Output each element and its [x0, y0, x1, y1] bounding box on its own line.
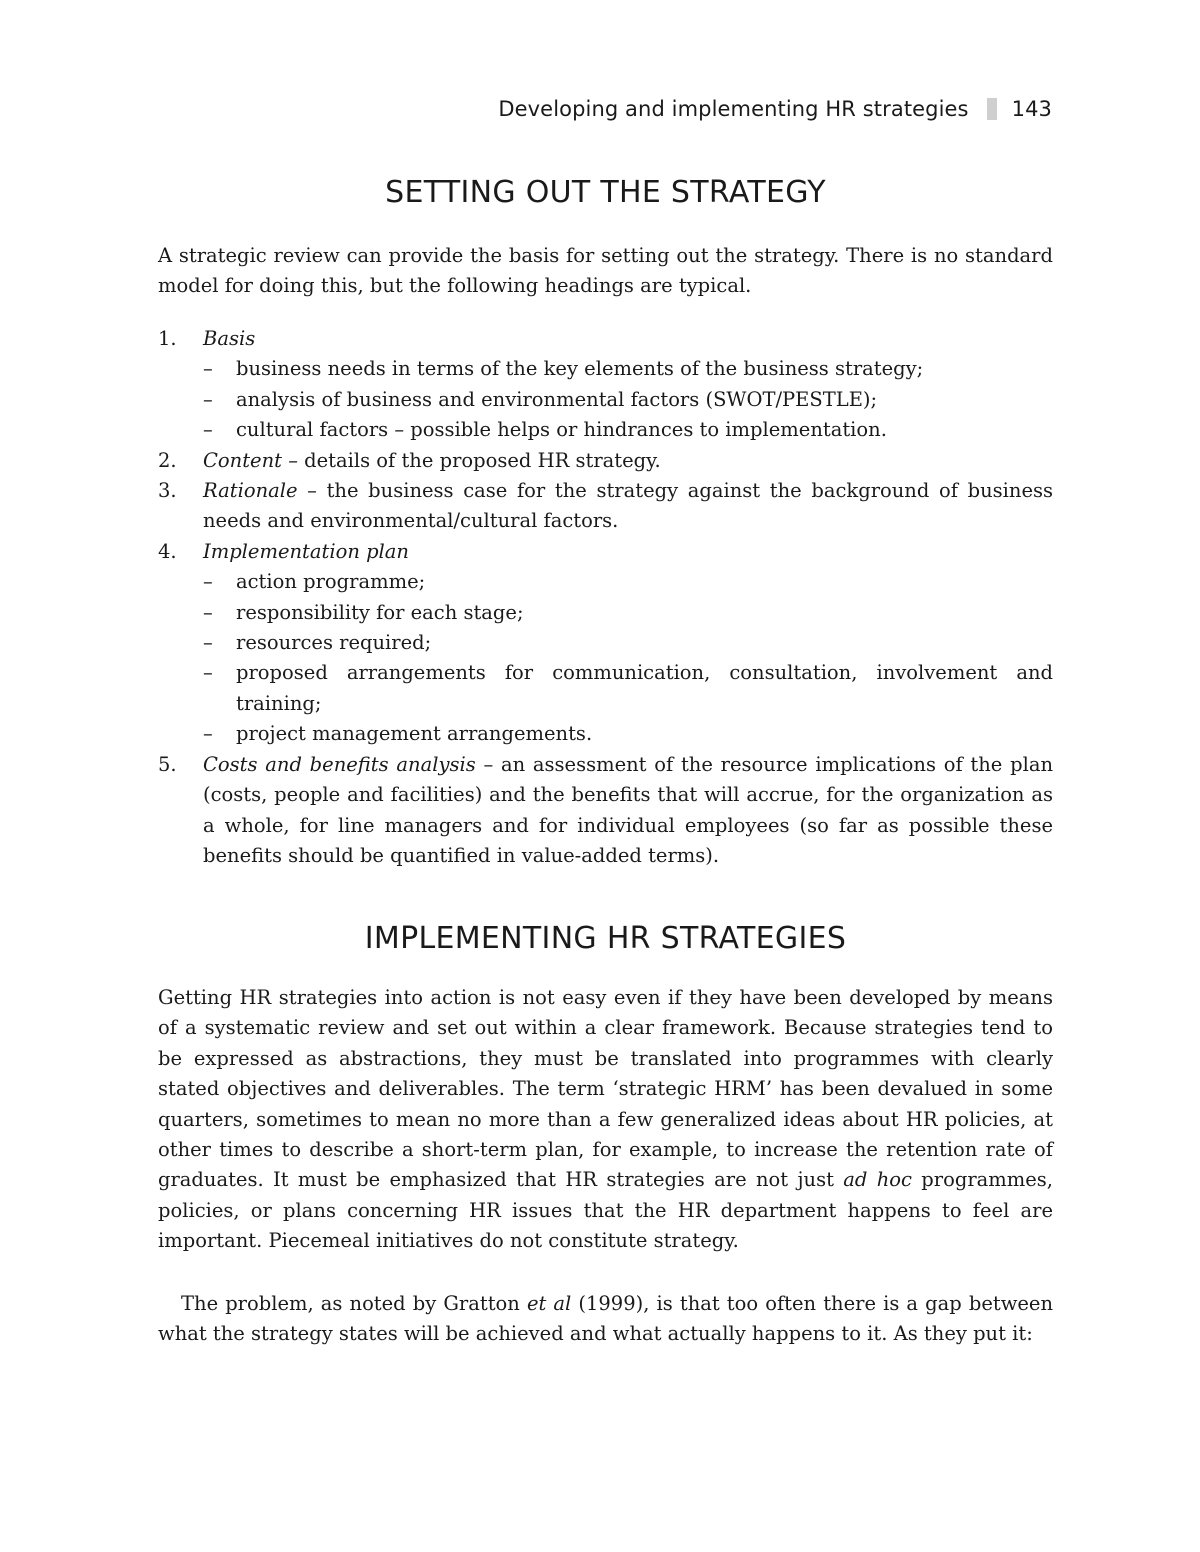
sublist-item: – action programme;: [203, 567, 1053, 597]
section-heading-setting-out: SETTING OUT THE STRATEGY: [385, 175, 826, 210]
list-item-text: – details of the proposed HR strategy.: [282, 448, 661, 472]
paragraph-text: programmes, policies, or plans concerning HR issues that the HR department happens to feel are important. Piecemeal initiatives do not constitute strategy.: [158, 1168, 1054, 1253]
list-number: 3.: [158, 479, 177, 503]
paragraph-text: The problem, as noted by Gratton: [181, 1292, 527, 1315]
page-number: 143: [1011, 97, 1052, 121]
sublist-item: – cultural factors – possible helps or hindrances to implementation.: [203, 415, 1053, 445]
list-item-title: Content: [203, 448, 282, 472]
italic-term: ad hoc: [843, 1168, 912, 1192]
sublist: [203, 354, 1053, 445]
running-head: [498, 97, 1052, 121]
sublist-item: – project management arrangements.: [203, 719, 1053, 749]
paragraph-text: Getting HR strategies into action is not easy even if they have been developed by means of a systematic review and set out within a clear framework. Because strategies tend to be expressed as abstractions, they must be translated into programmes with clearly stated objectives and deliverables. The term ‘strategic HRM’ has been devalued in some quarters, sometimes to mean no more than a few generalized ideas about HR policies, at other times to describe a short-term plan, for example, to increase the retention rate of graduates. It must be emphasized that HR strategies are not just: [158, 986, 1053, 1192]
list-number: 4.: [158, 539, 177, 563]
list-number: 5.: [158, 752, 177, 776]
list-item-title: Rationale: [203, 479, 298, 503]
italic-term: et al: [526, 1292, 572, 1315]
intro-paragraph: A strategic review can provide the basis for setting out the strategy. There is no standard model for doing this, but the following headings are typical.: [158, 244, 1053, 298]
header-separator: [987, 98, 997, 120]
list-item-implementation-plan: [158, 537, 1053, 750]
sublist-item: – business needs in terms of the key elements of the business strategy;: [203, 354, 1053, 384]
sublist-item: – analysis of business and environmental factors (SWOT/PESTLE);: [203, 385, 1053, 415]
list-number: 1.: [158, 327, 177, 350]
sublist: [203, 567, 1053, 749]
list-item-rationale: [158, 476, 1053, 537]
list-item-title: Basis: [203, 327, 256, 350]
paragraph-text: (1999), is that too often there is a gap between what the strategy states will be achieved and what actually happens to it. As they put it:: [158, 1292, 1054, 1346]
running-title: Developing and implementing HR strategies: [498, 97, 969, 121]
section-heading-implementing: IMPLEMENTING HR STRATEGIES: [364, 921, 847, 956]
body-paragraph-1: [158, 983, 1053, 1257]
body-paragraph-2: [158, 1289, 1053, 1350]
strategy-headings-list: [158, 324, 1053, 871]
list-item-title: Costs and benefits analysis: [203, 752, 476, 776]
list-number: 2.: [158, 448, 177, 472]
list-item-text: – an assessment of the resource implications of the plan (costs, people and facilities) and the benefits that will accrue, for the organization as a whole, for line managers and for individual employees (so far as possible these benefits should be quantified in value-added terms).: [203, 752, 1053, 867]
sublist-item: – resources required;: [203, 628, 1053, 658]
sublist-item: – responsibility for each stage;: [203, 598, 1053, 628]
list-item-text: – the business case for the strategy against the background of business needs and environmental/cultural factors.: [203, 479, 1053, 533]
list-item-costs-benefits: [158, 750, 1053, 872]
list-item-content: [158, 446, 1053, 476]
list-item-title: Implementation plan: [203, 539, 409, 563]
list-item-basis: [158, 324, 1053, 446]
sublist-item: – proposed arrangements for communication, consultation, involvement and training;: [203, 658, 1053, 719]
